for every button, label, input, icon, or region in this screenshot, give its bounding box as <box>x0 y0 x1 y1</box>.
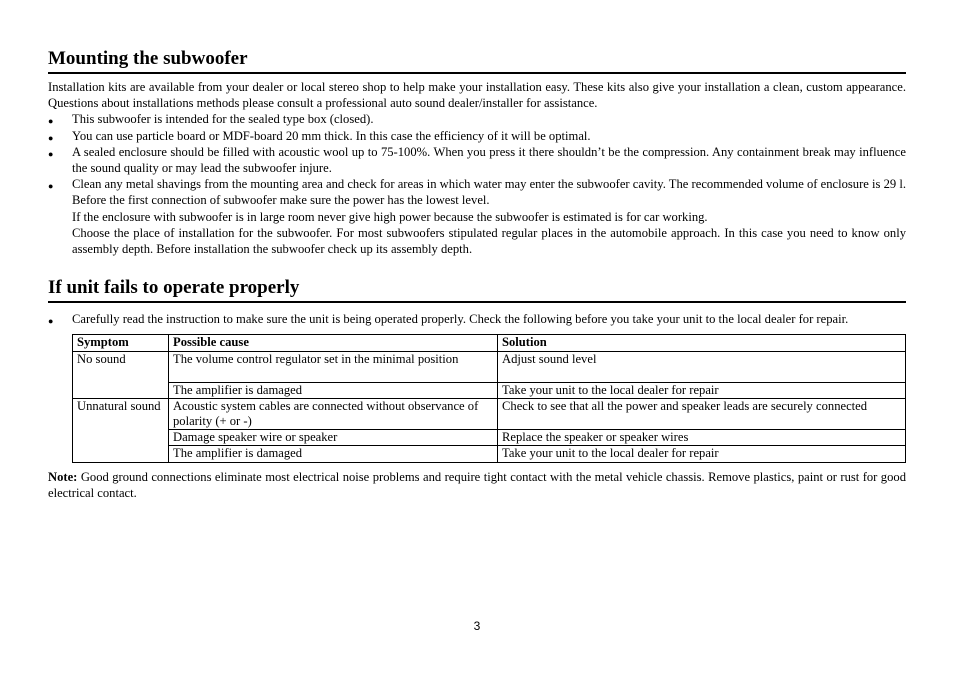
symptom-cell: Unnatural sound <box>73 398 169 462</box>
symptom-cell: No sound <box>73 351 169 398</box>
section-title-troubleshooting: If unit fails to operate properly <box>48 275 906 303</box>
cause-cell: The volume control regulator set in the minimal position <box>169 351 498 382</box>
cause-cell: Damage speaker wire or speaker <box>169 430 498 446</box>
cause-cell: The amplifier is damaged <box>169 382 498 398</box>
list-item: ● Carefully read the instruction to make sure the unit is being operated properly. Check the following before you take your unit to the local dealer for repair. <box>48 311 906 327</box>
solution-cell: Replace the speaker or speaker wires <box>498 430 906 446</box>
mounting-continuation: Choose the place of installation for the subwoofer. For most subwoofers stipulated regular places in the automobile approach. In this case you need to know only assembly depth. Before installation the subwoofer check up its assembly depth. <box>72 225 906 257</box>
bullet-icon: ● <box>48 181 54 192</box>
cause-cell: Acoustic system cables are connected without observance of polarity (+ or -) <box>169 398 498 429</box>
list-item: ● A sealed enclosure should be filled with acoustic wool up to 75-100%. When you press it there shouldn’t be the compression. Any containment break may influence the sound quality or may lead the subwoofer injure. <box>48 144 906 176</box>
solution-cell: Adjust sound level <box>498 351 906 382</box>
table-row <box>73 430 906 446</box>
note-text: Good ground connections eliminate most electrical noise problems and require tight contact with the metal vehicle chassis. Remove plastics, paint or rust for good electrical contact. <box>48 469 906 500</box>
table-row <box>73 382 906 398</box>
troubleshooting-section <box>48 275 906 501</box>
note-label: Note: <box>48 469 78 484</box>
solution-cell: Take your unit to the local dealer for repair <box>498 446 906 462</box>
cause-cell: The amplifier is damaged <box>169 446 498 462</box>
bullet-icon: ● <box>48 316 54 327</box>
table-row <box>73 398 906 429</box>
section-title-mounting: Mounting the subwoofer <box>48 46 906 74</box>
column-header-cause: Possible cause <box>169 335 498 351</box>
solution-cell: Take your unit to the local dealer for repair <box>498 382 906 398</box>
troubleshooting-table <box>72 334 906 462</box>
page-number: 3 <box>473 619 481 633</box>
list-item: ● Clean any metal shavings from the mounting area and check for areas in which water may enter the subwoofer cavity. The recommended volume of enclosure is 29 l. Before the first connection of subwoofer make sure the power has the lowest level. <box>48 177 906 208</box>
solution-cell: Check to see that all the power and speaker leads are securely connected <box>498 398 906 429</box>
bullet-icon: ● <box>48 132 54 143</box>
table-row <box>73 351 906 382</box>
table-row <box>73 446 906 462</box>
manual-page <box>48 46 906 501</box>
list-item: ● You can use particle board or MDF-board 20 mm thick. In this case the efficiency of it will be optimal. <box>48 128 906 144</box>
note-paragraph <box>48 469 906 501</box>
column-header-solution: Solution <box>498 335 906 351</box>
mounting-intro: Installation kits are available from your dealer or local stereo shop to help make your installation easy. These kits also give your installation a clean, custom appearance. Questions about installations methods please consult a professional auto sound dealer/installer for assistance. <box>48 80 906 111</box>
list-item: ● This subwoofer is intended for the sealed type box (closed). <box>48 111 906 127</box>
mounting-continuation: If the enclosure with subwoofer is in large room never give high power because the subwoofer is estimated is for car working. <box>72 209 708 224</box>
bullet-icon: ● <box>48 148 54 159</box>
mounting-bullet-list <box>48 111 906 208</box>
column-header-symptom: Symptom <box>73 335 169 351</box>
troubleshooting-bullet-list <box>48 311 906 327</box>
mounting-section <box>48 46 906 257</box>
table-header-row <box>73 335 906 351</box>
bullet-icon: ● <box>48 116 54 127</box>
